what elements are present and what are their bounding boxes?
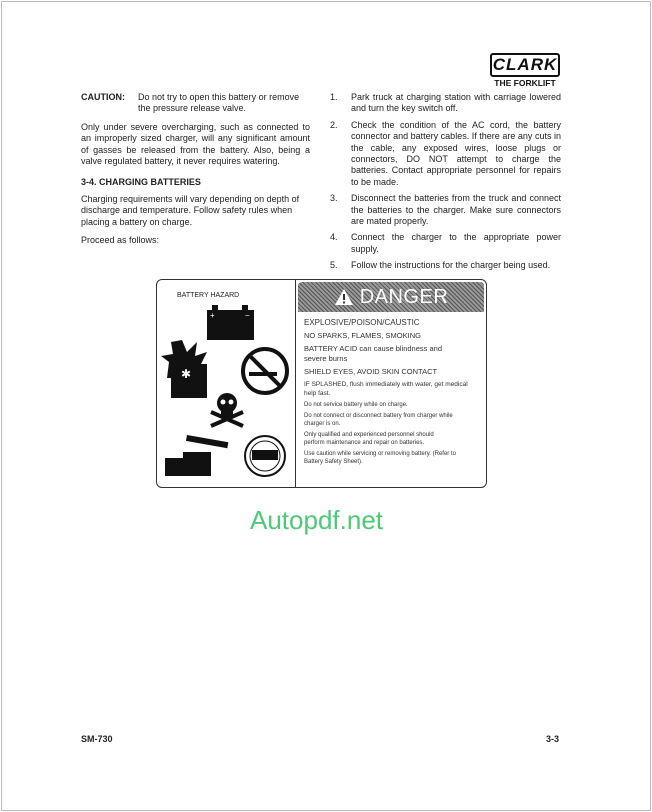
step-number: 1. [330,92,338,102]
warning-line: EXPLOSIVE/POISON/CAUSTIC [304,318,420,327]
paragraph: Charging requirements will vary depending on depth of discharge and temperature. Follow safety rules when placing a battery on charge. [81,193,300,227]
warning-line: IF SPLASHED, flush immediately with water, get medical help fast. [304,381,468,397]
warning-triangle-icon [334,288,354,306]
paragraph: Proceed as follows: [81,235,160,246]
battery-hazard-title: BATTERY HAZARD [177,292,240,299]
hazard-icons [157,280,296,486]
logo-tagline: THE FORKLIFT [494,78,556,88]
step-number: 4. [330,232,338,243]
step-text: Disconnect the batteries from the truck and connect the batteries to the charger. Make sure connectors are mated properly. [351,193,561,227]
hazard-pictograms [157,280,296,487]
acid-hand-icon [165,435,228,476]
step-item [330,193,561,227]
svg-text:✱: ✱ [181,367,192,381]
steps-list [330,92,561,277]
caution-label: CAUTION: [81,92,125,102]
danger-label [156,279,487,488]
step-number: 2. [330,119,338,130]
warning-small: Use caution while servicing or removing battery. (Refer to Battery Safety Sheet). [304,450,456,465]
step-text: Check the condition of the AC cord, the battery connector and battery cables. If there are any cuts in the cable, any exposed wires, loose plugs or connectors, DO NOT attempt to charge the batteries. Contact appropriate personnel for repairs to be made. [351,119,561,187]
watermark: Autopdf.net [250,505,383,535]
warning-line: BATTERY ACID can cause blindness and severe burns [304,344,442,363]
step-item [330,232,561,255]
clark-logo [490,53,560,88]
step-number: 3. [330,193,338,204]
caution-note [81,92,310,122]
no-smoking-icon [243,349,287,393]
logo-brand: CLARK [490,53,560,77]
svg-text:+: + [210,311,215,320]
step-text: Park truck at charging station with carriage lowered and turn the key switch off. [351,92,561,114]
eye-protection-icon [245,436,285,476]
explosion-icon [161,340,207,398]
footer-page-number: 3-3 [546,734,560,744]
svg-text:−: − [245,311,250,320]
left-column [81,92,310,253]
step-item [330,92,561,115]
step-item [330,260,561,271]
footer-doc-id: SM-730 [81,734,113,744]
warning-small: Only qualified and experienced personnel should perform maintenance and repair on batteries. [304,431,434,446]
step-item [330,120,561,188]
warning-small: Do not service battery while on charge. [304,402,408,408]
step-text: Connect the charger to the appropriate power supply. [351,232,561,254]
step-number: 5. [330,260,338,271]
paragraph: Only under severe overcharging, such as connected to an improperly sized charger, will any significant amount of gasses be released from the battery. Also, being a valve regulated battery, it never requires watering. [81,121,310,167]
danger-header [298,282,484,312]
section-heading: 3-4. CHARGING BATTERIES [81,177,201,188]
step-text: Follow the instructions for the charger being used. [351,260,551,271]
danger-title: DANGER [359,285,449,308]
warning-small: Do not connect or disconnect battery from charger while charger is on. [304,412,453,427]
caution-text: Do not try to open this battery or remove the pressure release valve. [138,92,300,114]
battery-icon [207,305,254,340]
warning-line: SHIELD EYES, AVOID SKIN CONTACT [304,367,438,376]
warning-line: NO SPARKS, FLAMES, SMOKING [304,331,421,340]
poison-skull-icon [211,393,243,426]
danger-text-panel [296,280,486,487]
